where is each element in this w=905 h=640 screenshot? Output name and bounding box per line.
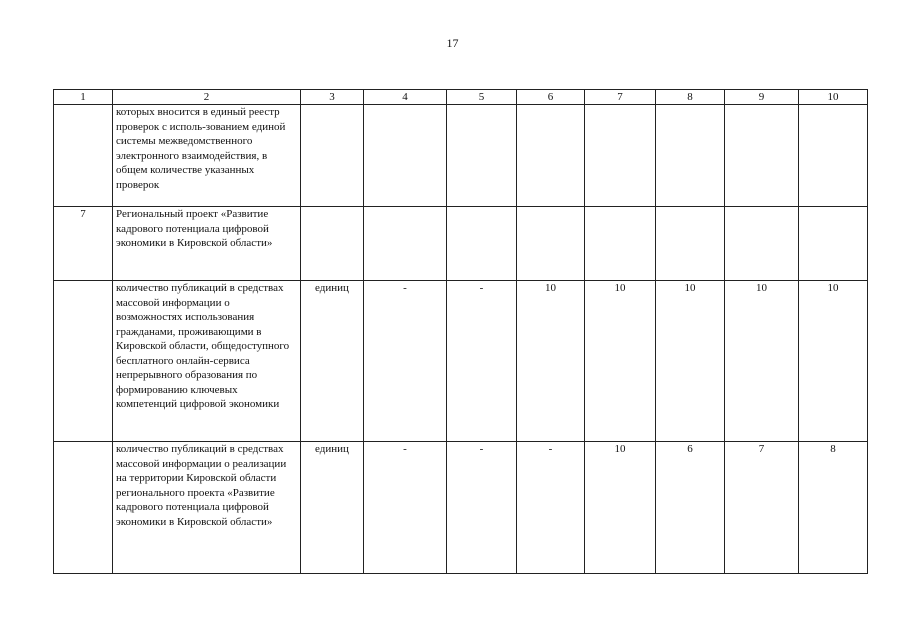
header-cell: 8 — [656, 90, 725, 105]
unit-cell: единиц — [301, 281, 364, 442]
value-cell — [799, 105, 868, 207]
value-cell: 10 — [656, 281, 725, 442]
value-cell: - — [364, 442, 447, 574]
unit-cell — [301, 105, 364, 207]
value-cell: 7 — [725, 442, 799, 574]
value-cell — [447, 207, 517, 281]
unit-cell: единиц — [301, 442, 364, 574]
row-number-cell — [54, 281, 113, 442]
value-cell: 10 — [799, 281, 868, 442]
table-row — [54, 281, 868, 442]
header-cell: 10 — [799, 90, 868, 105]
unit-cell — [301, 207, 364, 281]
value-cell — [517, 105, 585, 207]
value-cell — [585, 105, 656, 207]
value-cell: 8 — [799, 442, 868, 574]
value-cell — [447, 105, 517, 207]
value-cell — [725, 207, 799, 281]
value-cell: 10 — [725, 281, 799, 442]
table-row — [54, 207, 868, 281]
value-cell: 10 — [517, 281, 585, 442]
indicator-name-cell: Региональный проект «Развитие кадрового потенциала цифровой экономики в Кировской области» — [113, 207, 301, 281]
value-cell — [364, 105, 447, 207]
value-cell — [799, 207, 868, 281]
value-cell: 10 — [585, 281, 656, 442]
value-cell: 6 — [656, 442, 725, 574]
value-cell: - — [364, 281, 447, 442]
header-cell: 5 — [447, 90, 517, 105]
value-cell: - — [447, 281, 517, 442]
indicator-name-cell: которых вносится в единый реестр проверок с исполь-зованием единой системы межведомственного электронного взаимодействия, в общем количестве указанных проверок — [113, 105, 301, 207]
header-cell: 6 — [517, 90, 585, 105]
value-cell — [364, 207, 447, 281]
indicator-table — [53, 89, 868, 574]
value-cell: 10 — [585, 442, 656, 574]
indicator-name-cell: количество публикаций в средствах массовой информации о реализации на территории Кировской области регионального проекта «Развитие кадрового потенциала цифровой экономики в Кировской области» — [113, 442, 301, 574]
value-cell — [656, 105, 725, 207]
value-cell: - — [517, 442, 585, 574]
row-number-cell — [54, 442, 113, 574]
value-cell — [656, 207, 725, 281]
table-header-row — [54, 90, 868, 105]
value-cell: - — [447, 442, 517, 574]
value-cell — [725, 105, 799, 207]
value-cell — [517, 207, 585, 281]
header-cell: 1 — [54, 90, 113, 105]
page-number: 17 — [446, 36, 459, 50]
indicator-name-cell: количество публикаций в средствах массовой информации о возможностях использования гражданами, проживающими в Кировской области, общедоступного бесплатного онлайн-сервиса непрерывного образования по формированию ключевых компетенций цифровой экономики — [113, 281, 301, 442]
value-cell — [585, 207, 656, 281]
header-cell: 4 — [364, 90, 447, 105]
row-number-cell: 7 — [54, 207, 113, 281]
table-row — [54, 105, 868, 207]
header-cell: 7 — [585, 90, 656, 105]
table-row — [54, 442, 868, 574]
row-number-cell — [54, 105, 113, 207]
header-cell: 2 — [113, 90, 301, 105]
header-cell: 3 — [301, 90, 364, 105]
header-cell: 9 — [725, 90, 799, 105]
